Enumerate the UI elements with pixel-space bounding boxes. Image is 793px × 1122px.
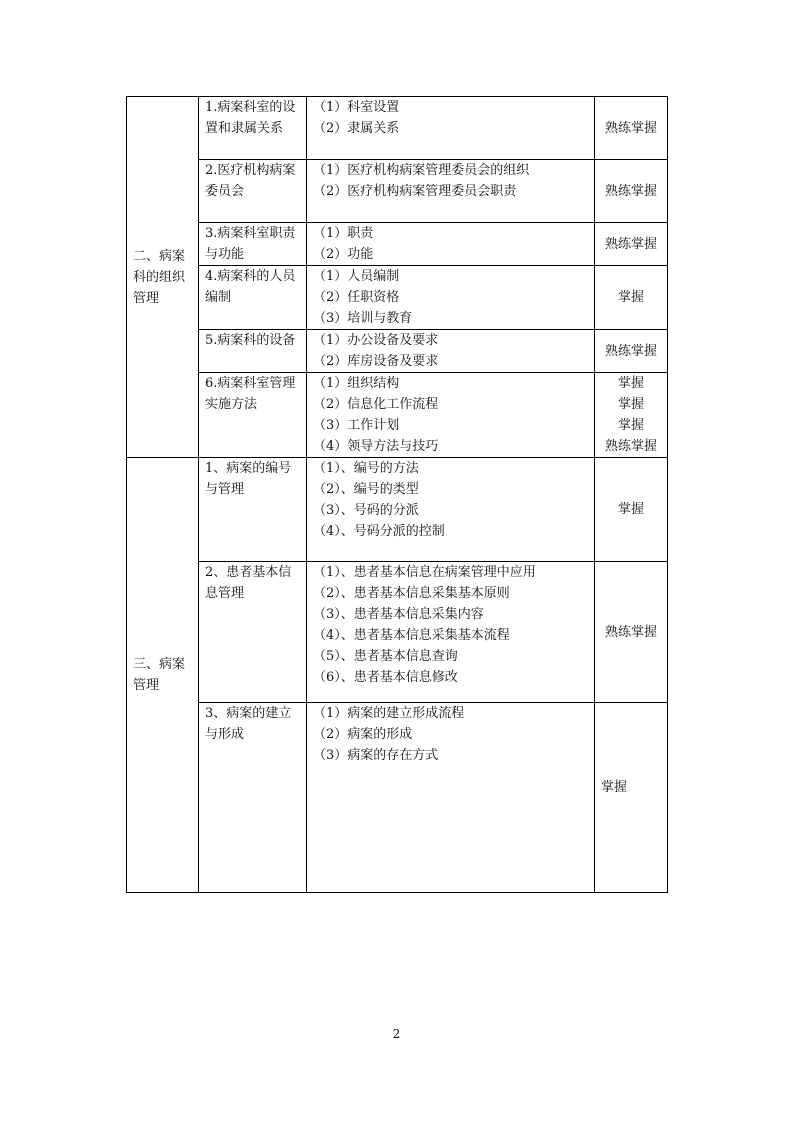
topic-cell: 4.病案科的人员编制 (199, 266, 307, 330)
list-item: （4）、号码分派的控制 (313, 524, 445, 539)
table-row (127, 266, 668, 330)
level-cell: 掌握 (595, 266, 668, 330)
list-item: （1）、编号的方法 (313, 461, 419, 476)
level-cell: 掌握 (595, 703, 668, 893)
items-cell (307, 97, 595, 160)
list-item: （3）、患者基本信息采集内容 (313, 607, 484, 622)
list-item: （1）办公设备及要求 (313, 333, 439, 348)
list-item: （1）人员编制 (313, 269, 400, 284)
topic-cell: 2.医疗机构病案委员会 (199, 160, 307, 223)
items-cell (307, 160, 595, 223)
list-item: （2）、患者基本信息采集基本原则 (313, 586, 510, 601)
level-cell: 熟练掌握 (595, 330, 668, 373)
list-item: （4）领导方法与技巧 (313, 439, 439, 454)
level-cell: 掌握 掌握 掌握 熟练掌握 (595, 373, 668, 458)
list-item: （2）库房设备及要求 (313, 354, 439, 369)
list-item: （2）任职资格 (313, 290, 400, 305)
list-item: （3）、号码的分派 (313, 503, 419, 518)
table-row (127, 562, 668, 703)
section-title: 三、病案管理 (127, 458, 199, 893)
table-row (127, 373, 668, 458)
items-cell (307, 458, 595, 562)
list-item: （1）病案的建立形成流程 (313, 706, 465, 721)
topic-cell: 1、病案的编号与管理 (199, 458, 307, 562)
items-cell (307, 373, 595, 458)
list-item: （2）信息化工作流程 (313, 397, 439, 412)
table-row (127, 97, 668, 160)
table-row (127, 703, 668, 893)
items-cell (307, 330, 595, 373)
topic-cell: 5.病案科的设备 (199, 330, 307, 373)
list-item: （2）隶属关系 (313, 121, 400, 136)
level-cell: 掌握 (595, 458, 668, 562)
table-row (127, 160, 668, 223)
level-cell: 熟练掌握 (595, 562, 668, 703)
items-cell (307, 266, 595, 330)
list-item: （5）、患者基本信息查询 (313, 649, 458, 664)
list-item: （3）培训与教育 (313, 311, 413, 326)
list-item: （2）、编号的类型 (313, 482, 419, 497)
list-item: （1）职责 (313, 226, 374, 241)
level-cell: 熟练掌握 (595, 97, 668, 160)
topic-cell: 2、患者基本信息管理 (199, 562, 307, 703)
list-item: （2）医疗机构病案管理委员会职责 (313, 184, 517, 199)
list-item: （2）功能 (313, 247, 374, 262)
topic-cell: 3.病案科室职责与功能 (199, 223, 307, 266)
section-title: 二、病案科的组织管理 (127, 97, 199, 458)
list-item: （1）组织结构 (313, 376, 400, 391)
list-item: （6）、患者基本信息修改 (313, 670, 458, 685)
list-item: （1）、患者基本信息在病案管理中应用 (313, 565, 536, 580)
items-cell (307, 223, 595, 266)
list-item: （2）病案的形成 (313, 727, 413, 742)
topic-cell: 3、病案的建立与形成 (199, 703, 307, 893)
list-item: （3）工作计划 (313, 418, 400, 433)
syllabus-table (126, 96, 668, 893)
list-item: （1）科室设置 (313, 100, 400, 115)
topic-cell: 1.病案科室的设置和隶属关系 (199, 97, 307, 160)
topic-cell: 6.病案科室管理实施方法 (199, 373, 307, 458)
list-item: （4）、患者基本信息采集基本流程 (313, 628, 510, 643)
level-cell: 熟练掌握 (595, 160, 668, 223)
list-item: （1）医疗机构病案管理委员会的组织 (313, 163, 530, 178)
table-row (127, 458, 668, 562)
table-row (127, 223, 668, 266)
items-cell (307, 703, 595, 893)
level-cell: 熟练掌握 (595, 223, 668, 266)
items-cell (307, 562, 595, 703)
page-number: 2 (392, 1027, 401, 1041)
list-item: （3）病案的存在方式 (313, 748, 439, 763)
table-row (127, 330, 668, 373)
